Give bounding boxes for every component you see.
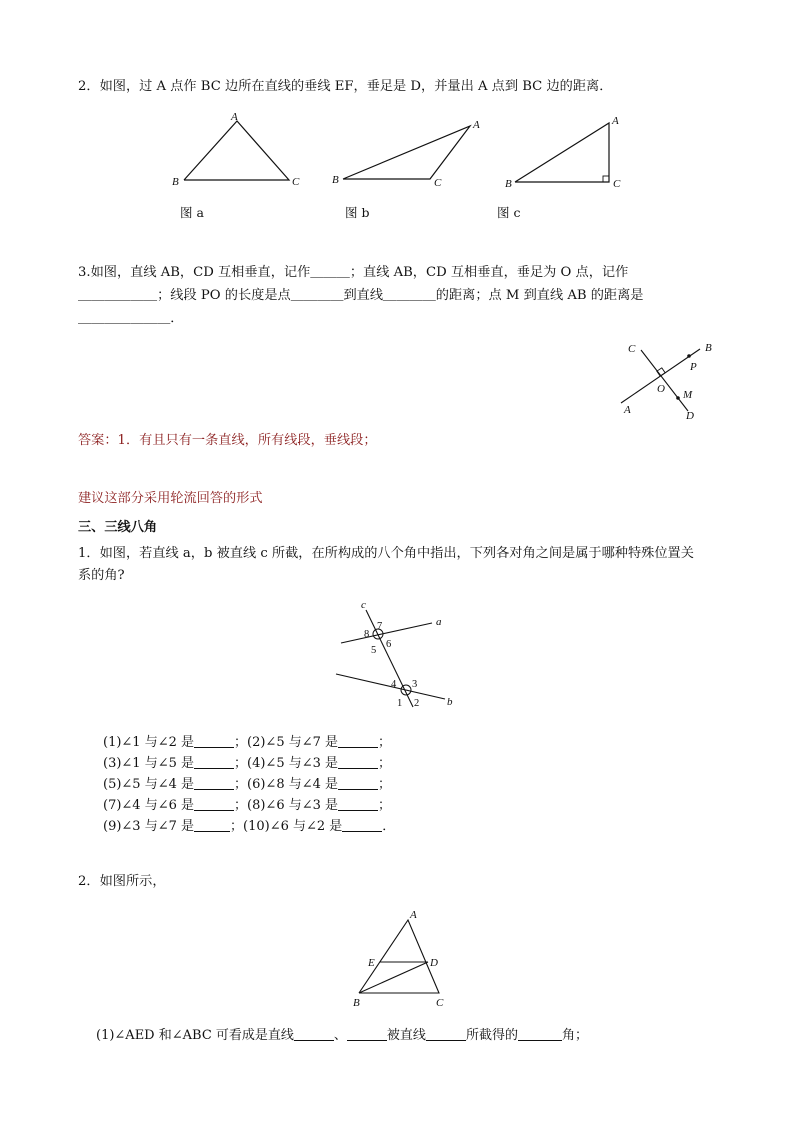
- fig-c-label-c: C: [613, 178, 621, 190]
- s3-fig-label-b: b: [447, 696, 453, 708]
- s3-q2-label-b: B: [353, 997, 360, 1009]
- q3-fig-label-o: O: [657, 383, 665, 395]
- s3-fig-label-a: a: [436, 616, 442, 628]
- q3-fig-label-p: P: [690, 361, 697, 373]
- q2-text: 2．如图，过 A 点作 BC 边所在直线的垂线 EF，垂足是 D，并量出 A 点到 BC 边的距离．: [78, 79, 613, 94]
- suggestion-text: 建议这部分采用轮流回答的形式: [78, 491, 263, 506]
- s3-q1-line-2: 系的角?: [78, 568, 125, 583]
- q3-line-3: ＿＿＿＿＿＿＿．: [78, 311, 184, 326]
- s3-q1-line-1: 1．如图，若直线 a，b 被直线 c 所截，在所构成的八个角中指出，下列各对角之间是属于哪种特殊位置关: [78, 546, 694, 561]
- angle-pair-row: (3)∠1 与∠5 是 ；(4)∠5 与∠3 是 ；: [103, 756, 392, 771]
- angle-pair-row: (1)∠1 与∠2 是 ；(2)∠5 与∠7 是 ；: [103, 735, 392, 750]
- s3-q2-label-e: E: [368, 957, 375, 969]
- s3-fig-label-8: 8: [364, 629, 370, 640]
- s3-q2-label-c: C: [436, 997, 444, 1009]
- q3-line-1: 3.如图，直线 AB，CD 互相垂直，记作＿＿＿；直线 AB，CD 互相垂直，垂足为 O 点，记作: [78, 265, 629, 280]
- s3-fig-label-c: c: [361, 599, 366, 611]
- s3-fig-label-7: 7: [377, 621, 383, 632]
- fig-b-label-c: C: [434, 177, 442, 189]
- s3-q2-label-d: D: [430, 957, 438, 969]
- q3-fig-label-m: M: [683, 389, 693, 401]
- s3-q2-label-a: A: [410, 909, 417, 921]
- q3-fig-label-c: C: [628, 343, 636, 355]
- answer-blank[interactable]: [426, 1027, 466, 1041]
- fig-b-label-b: B: [332, 174, 339, 186]
- fig-a-label-a: A: [231, 111, 238, 123]
- fig-c-caption: 图 c: [497, 205, 521, 220]
- s3-fig-label-6: 6: [386, 639, 392, 650]
- fig-a-label-c: C: [292, 176, 300, 188]
- s3-fig-label-1: 1: [397, 698, 403, 709]
- answer-blank[interactable]: [294, 1027, 334, 1041]
- fig-c-label-a: A: [612, 115, 619, 127]
- answer-text: 答案：1．有且只有一条直线，所有线段，垂线段；: [78, 433, 377, 448]
- angle-pair-row: (5)∠5 与∠4 是 ；(6)∠8 与∠4 是 ；: [103, 777, 392, 792]
- s3-fig-label-3: 3: [412, 679, 418, 690]
- answer-blank[interactable]: [347, 1027, 387, 1041]
- fig-a-caption: 图 a: [180, 205, 204, 220]
- fig-b-label-a: A: [473, 119, 480, 131]
- s3-q2-intro: 2．如图所示，: [78, 874, 166, 889]
- angle-pair-row: (9)∠3 与∠7 是 ；(10)∠6 与∠2 是 ．: [103, 819, 396, 834]
- fig-a-label-b: B: [172, 176, 179, 188]
- q3-fig-label-a: A: [624, 404, 631, 416]
- q3-fig-label-d: D: [686, 410, 694, 422]
- s3-fig-label-2: 2: [414, 698, 420, 709]
- s3-q2-item-1: (1)∠AED 和∠ABC 可看成是直线 、 被直线 所截得的 角；: [96, 1028, 588, 1043]
- fig-c-label-b: B: [505, 178, 512, 190]
- q3-fig-label-b: B: [705, 342, 712, 354]
- fig-b-caption: 图 b: [345, 205, 370, 220]
- q3-line-2: ＿＿＿＿＿＿；线段 PO 的长度是点＿＿＿＿到直线＿＿＿＿的距离；点 M 到直线 AB 的距离是: [78, 288, 644, 303]
- s3-fig-label-4: 4: [391, 679, 397, 690]
- angle-pair-row: (7)∠4 与∠6 是 ；(8)∠6 与∠3 是 ；: [103, 798, 392, 813]
- s3-fig-label-5: 5: [371, 645, 377, 656]
- section-title: 三、三线八角: [78, 520, 158, 535]
- answer-blank[interactable]: [518, 1027, 562, 1041]
